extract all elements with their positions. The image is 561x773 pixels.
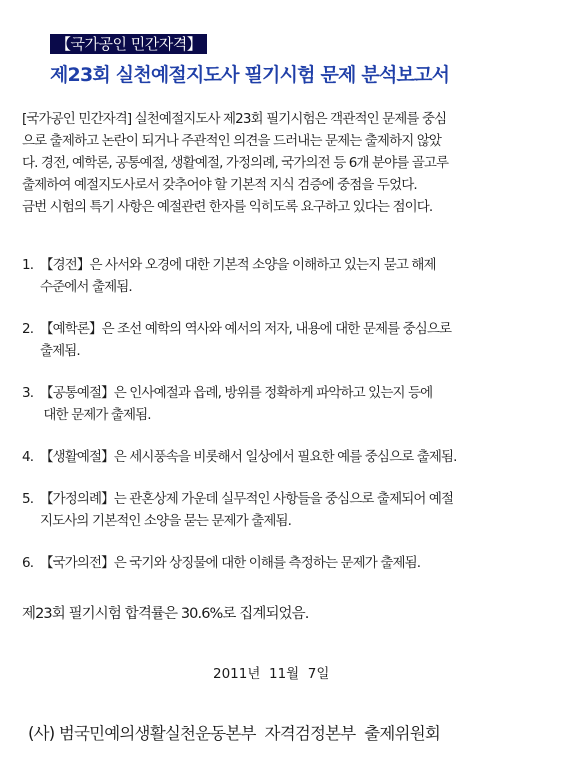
intro-line: 다. 경전, 예학론, 공통예절, 생활예절, 가정의례, 국가의전 등 6개 분야를 골고루 <box>22 155 449 171</box>
intro-line: [국가공인 민간자격] 실천예절지도사 제23회 필기시험은 객관적인 문제를 중심 <box>22 111 447 127</box>
pass-rate-statement: 제23회 필기시험 합격률은 30.6%로 집계되었음. <box>22 606 309 622</box>
list-item-living-etiquette <box>22 446 552 468</box>
report-title: 제23회 실천예절지도사 필기시험 문제 분석보고서 <box>50 64 450 86</box>
item-line: 【생활예절】은 세시풍속을 비롯해서 일상에서 필요한 예를 중심으로 출제됨. <box>40 449 457 465</box>
list-item-scriptures <box>22 254 552 298</box>
item-number: 3. <box>22 385 34 401</box>
item-text <box>40 552 420 574</box>
item-line: 【예학론】은 조선 예학의 역사와 예서의 저자, 내용에 대한 문제를 중심으로 <box>40 321 452 337</box>
list-item-family-rites <box>22 488 552 532</box>
report-date: 2011년 11월 7일 <box>213 666 330 682</box>
intro-paragraph <box>22 108 547 218</box>
item-line: 출제됨. <box>40 343 80 359</box>
list-item-state-protocol <box>22 552 552 574</box>
item-number: 6. <box>22 555 34 571</box>
item-line: 【가정의례】는 관혼상제 가운데 실무적인 사항들을 중심으로 출제되어 예절 <box>40 491 454 507</box>
item-number: 4. <box>22 449 34 465</box>
badge-row <box>50 34 207 54</box>
item-line: 【공통예절】은 인사예절과 읍례, 방위를 정확하게 파악하고 있는지 등에 <box>40 385 433 401</box>
item-line: 지도사의 기본적인 소양을 묻는 문제가 출제됨. <box>40 513 292 529</box>
item-text <box>40 382 432 426</box>
item-line: 대한 문제가 출제됨. <box>40 407 151 423</box>
item-text <box>40 488 453 532</box>
certification-badge: 【국가공인 민간자격】 <box>50 34 207 54</box>
list-item-common-etiquette <box>22 382 552 426</box>
list-item-ritual-studies <box>22 318 552 362</box>
item-line: 【국가의전】은 국기와 상징물에 대한 이해를 측정하는 문제가 출제됨. <box>40 555 421 571</box>
item-line: 【경전】은 사서와 오경에 대한 기본적 소양을 이해하고 있는지 묻고 해제 <box>40 257 436 273</box>
intro-line: 출제하여 예절지도사로서 갖추어야 할 기본적 지식 검증에 중점을 두었다. <box>22 177 417 193</box>
item-number: 2. <box>22 321 34 337</box>
item-number: 5. <box>22 491 34 507</box>
issuing-organization: (사) 범국민예의생활실천운동본부 자격검정본부 출제위원회 <box>28 724 440 743</box>
analysis-list <box>22 254 552 574</box>
item-text <box>40 318 451 362</box>
item-text <box>40 254 436 298</box>
item-line: 수준에서 출제됨. <box>40 279 132 295</box>
intro-line: 금번 시험의 특기 사항은 예절관련 한자를 익히도록 요구하고 있다는 점이다. <box>22 199 433 215</box>
intro-line: 으로 출제하고 논란이 되거나 주관적인 의견을 드러내는 문제는 출제하지 않았 <box>22 133 442 149</box>
item-number: 1. <box>22 257 34 273</box>
item-text <box>40 446 457 468</box>
